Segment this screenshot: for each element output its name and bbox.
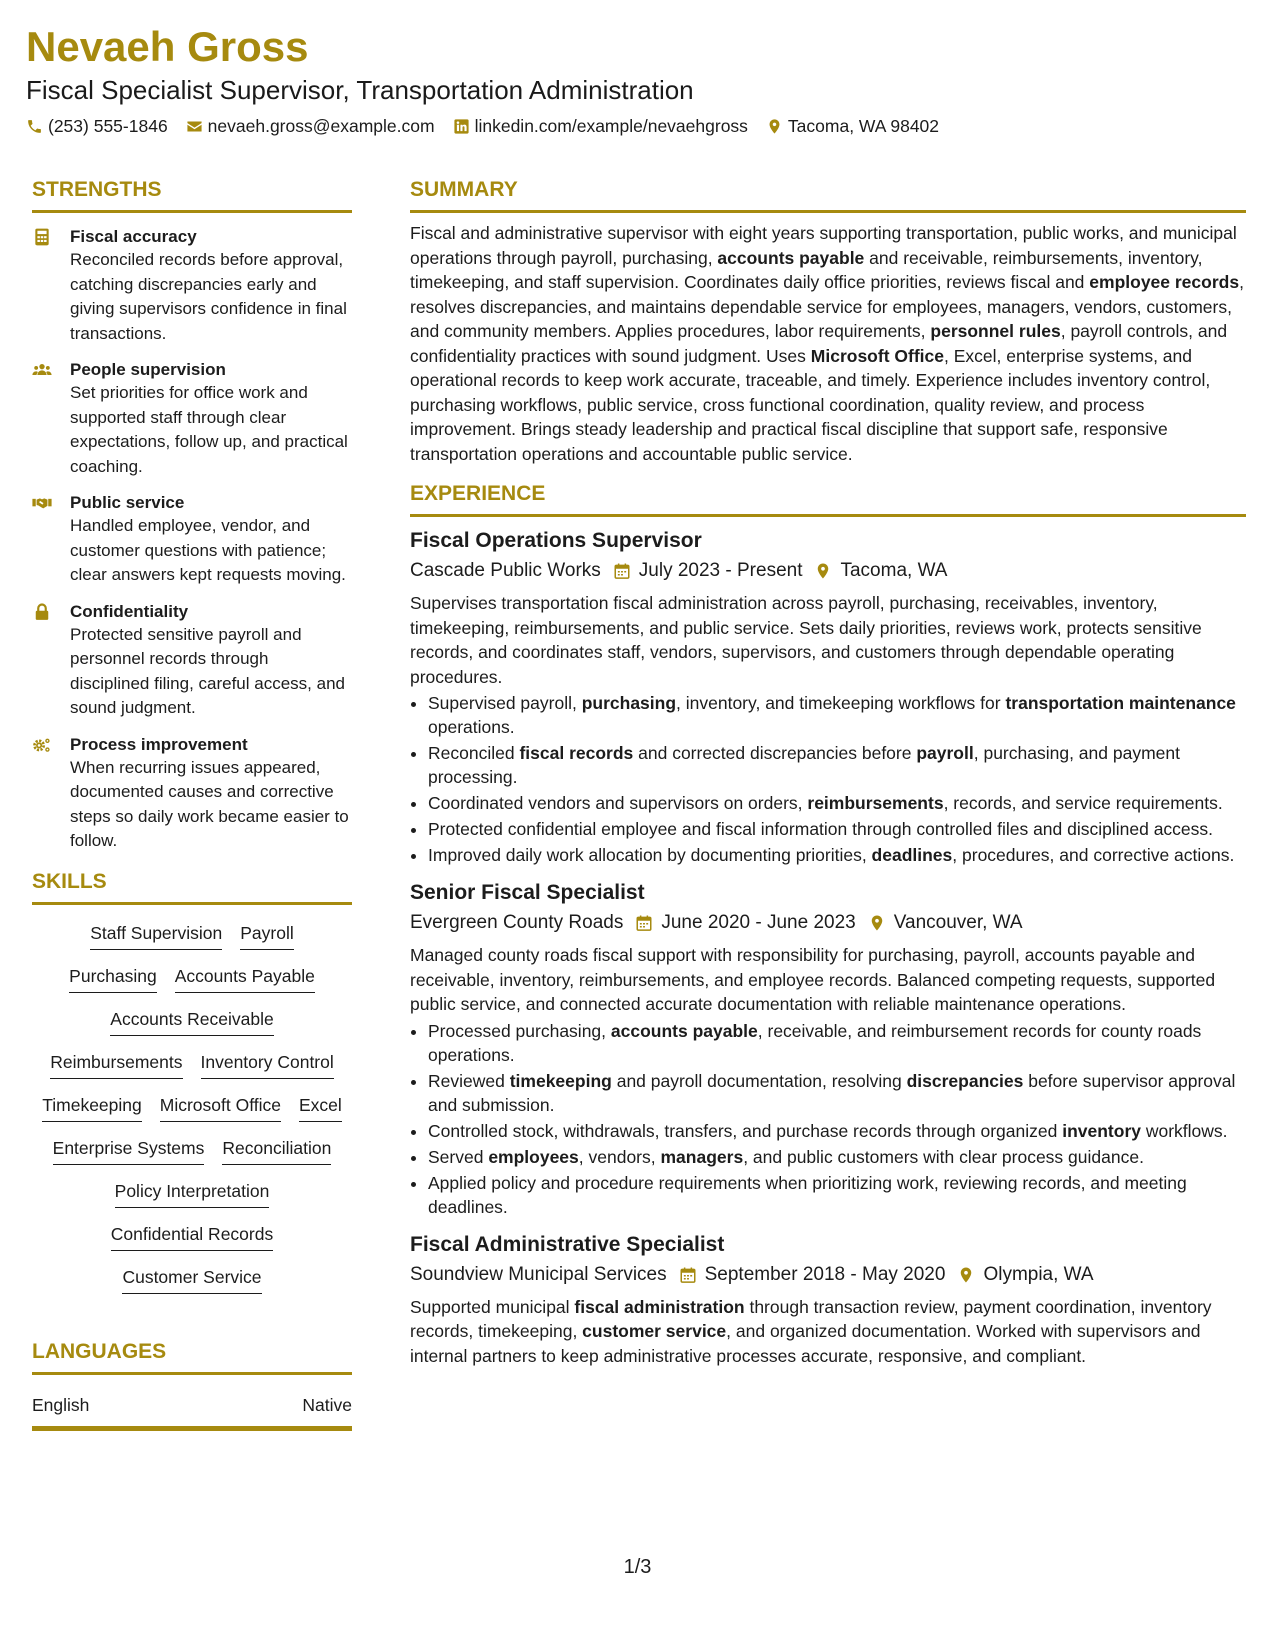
skill-tag: Microsoft Office: [160, 1094, 281, 1122]
job-title: Fiscal Administrative Specialist: [410, 1232, 725, 1256]
job-title: Senior Fiscal Specialist: [410, 881, 645, 904]
gears-icon: [32, 735, 52, 755]
bold-keyword: managers: [660, 1146, 744, 1167]
job-bullet: • Protected confidential employee and fiscal information through controlled files and disciplined access.: [428, 817, 1246, 841]
skill-tag: Inventory Control: [201, 1051, 334, 1079]
skill-tag: Accounts Payable: [175, 965, 315, 993]
location-icon: [814, 562, 832, 580]
strength-desc: Handled employee, vendor, and customer questions with patience; clear answers kept requests moving.: [70, 516, 346, 584]
bold-keyword: fiscal administration: [574, 1296, 745, 1317]
job-dates: September 2018 - May 2020: [704, 1263, 946, 1285]
job-description: Supervises transportation fiscal administration across payroll, purchasing, receivables, inventory, timekeeping, reimbursements, and public service. Sets daily priorities, reviews work, protects sensitive records, and coordinates staff, vendors, supervisors, and customers through dependable operating procedures.: [410, 593, 1202, 687]
contact-email[interactable]: [186, 116, 435, 137]
job-meta: [410, 557, 1246, 585]
bold-keyword: accounts payable: [610, 1020, 758, 1041]
contact-bar: [26, 116, 1245, 137]
skill-tag: Enterprise Systems: [53, 1137, 205, 1165]
job-bullet: • Applied policy and procedure requirements when prioritizing work, reviewing records, and meeting deadlines.: [428, 1171, 1246, 1219]
contact-linkedin-text: linkedin.com/example/nevaehgross: [474, 116, 748, 136]
strength-title: Public service: [70, 493, 185, 512]
left-column: [32, 176, 352, 1431]
bold-keyword: timekeeping: [509, 1070, 612, 1091]
strength-item: [32, 600, 352, 721]
job-description: Supported municipal fiscal administration through transaction review, payment coordination, inventory records, timekeeping, customer service, and organized documentation. Worked with supervisors and internal partners to keep administrative processes accurate, responsive, and compliant.: [410, 1296, 1212, 1366]
skill-tag: Reimbursements: [50, 1051, 182, 1079]
job-entry: [410, 879, 1246, 1219]
strength-item: [32, 358, 352, 479]
candidate-name: Nevaeh Gross: [26, 23, 309, 70]
job-location: Olympia, WA: [983, 1263, 1094, 1285]
bold-keyword: inventory: [1062, 1120, 1141, 1141]
skills-heading: SKILLS: [32, 868, 352, 905]
languages-heading: LANGUAGES: [32, 1338, 352, 1375]
job-bullet: • Supervised payroll, purchasing, inventory, and timekeeping workflows for transportation maintenance operations.: [428, 691, 1246, 739]
experience-heading: EXPERIENCE: [410, 480, 1246, 517]
strength-item: [32, 225, 352, 346]
job-bullet: • Controlled stock, withdrawals, transfers, and purchase records through organized inventory workflows.: [428, 1119, 1246, 1143]
contact-phone[interactable]: [26, 116, 168, 137]
bold-keyword: purchasing: [581, 693, 677, 713]
languages-section: [32, 1338, 352, 1431]
job-entry: [410, 1231, 1246, 1369]
bold-keyword: discrepancies: [906, 1070, 1024, 1091]
strength-item: [32, 733, 352, 854]
contact-location-text: Tacoma, WA 98402: [787, 116, 940, 136]
bold-keyword: employees: [488, 1146, 579, 1167]
skill-tag: Excel: [299, 1094, 342, 1122]
strength-title: Confidentiality: [70, 601, 189, 621]
strength-desc: When recurring issues appeared, documented causes and corrective steps so daily work became easier to follow.: [70, 757, 349, 850]
job-bullets: [410, 1019, 1246, 1219]
skill-tag: Purchasing: [69, 965, 157, 993]
resume-header: [26, 22, 1245, 137]
calendar-icon: [635, 914, 653, 932]
job-meta: [410, 909, 1246, 937]
bold-keyword: reimbursements: [807, 793, 944, 813]
bold-keyword: Microsoft Office: [810, 345, 944, 366]
strength-desc: Set priorities for office work and supported staff through clear expectations, follow up, and practical coaching.: [70, 383, 348, 476]
job-location: Tacoma, WA: [840, 560, 948, 581]
bold-keyword: payroll: [916, 743, 974, 763]
bold-keyword: transportation maintenance: [1005, 693, 1236, 713]
strength-desc: Protected sensitive payroll and personnel records through disciplined filing, careful access, and sound judgment.: [70, 624, 345, 717]
job-bullet: • Reconciled fiscal records and corrected discrepancies before payroll, purchasing, and payment processing.: [428, 741, 1246, 789]
language-level: Native: [302, 1394, 352, 1415]
skill-tag: Payroll: [240, 922, 294, 950]
bold-keyword: personnel rules: [930, 321, 1061, 341]
summary-text: Fiscal and administrative supervisor with eight years supporting transportation, public works, and municipal operations through payroll, purchasing, accounts payable and receivable, reimbursements, inventory, timekeeping, and staff supervision. Coordinates daily office priorities, reviews fiscal and employee records, resolves discrepancies, and maintains dependable service for employees, managers, vendors, customers, and community members. Applies procedures, labor requirements, personnel rules, payroll controls, and confidentiality practices with sound judgment. Uses Microsoft Office, Excel, enterprise systems, and operational records to keep work accurate, traceable, and timely. Experience includes inventory control, purchasing workflows, public service, cross functional coordination, quality review, and process improvement. Brings steady leadership and practical fiscal discipline that support safe, responsive transportation operations and accountable public service.: [410, 223, 1244, 464]
bold-keyword: customer service: [582, 1321, 727, 1341]
job-location: Vancouver, WA: [893, 912, 1023, 933]
strengths-heading: STRENGTHS: [32, 176, 352, 213]
job-meta: [410, 1261, 1246, 1289]
strengths-list: [32, 225, 352, 854]
bold-keyword: employee records: [1089, 272, 1240, 292]
job-company: Cascade Public Works: [410, 560, 601, 581]
job-bullet: • Reviewed timekeeping and payroll documentation, resolving discrepancies before supervisor approval and submission.: [428, 1069, 1246, 1117]
job-bullet: • Served employees, vendors, managers, and public customers with clear process guidance.: [428, 1145, 1246, 1169]
bold-keyword: accounts payable: [717, 247, 865, 268]
location-icon: [766, 118, 783, 135]
contact-email-text: nevaeh.gross@example.com: [207, 116, 435, 136]
calculator-icon: [32, 227, 52, 247]
handshake-icon: [32, 493, 52, 513]
skill-tag: Policy Interpretation: [115, 1180, 270, 1208]
job-dates: June 2020 - June 2023: [661, 912, 856, 933]
skill-tag: Accounts Receivable: [110, 1008, 273, 1036]
job-company: Soundview Municipal Services: [410, 1263, 667, 1285]
right-column: [410, 176, 1246, 1368]
candidate-title: Fiscal Specialist Supervisor, Transportation Administration: [26, 75, 694, 105]
page-indicator: 1/3: [623, 1556, 652, 1578]
calendar-icon: [613, 562, 631, 580]
job-bullets: [410, 691, 1246, 867]
lock-icon: [32, 602, 52, 622]
job-entry: [410, 527, 1246, 867]
summary-heading: SUMMARY: [410, 176, 1246, 213]
strength-title: Process improvement: [70, 734, 248, 754]
skill-tag: Timekeeping: [42, 1094, 142, 1122]
job-description: Managed county roads fiscal support with responsibility for purchasing, payroll, accounts payable and receivable, inventory, reimbursements, and employee records. Balanced competing requests, supported public service, and connected accurate documentation with reliable maintenance operations.: [410, 945, 1216, 1014]
skill-tag: Staff Supervision: [90, 922, 222, 950]
job-bullet: • Coordinated vendors and supervisors on orders, reimbursements, records, and service requirements.: [428, 791, 1246, 815]
skills-list: [32, 915, 352, 1302]
job-dates: July 2023 - Present: [638, 560, 803, 581]
strength-desc: Reconciled records before approval, catching discrepancies early and giving supervisors confidence in final transactions.: [70, 250, 347, 343]
location-icon: [957, 1266, 975, 1284]
bold-keyword: fiscal records: [519, 743, 634, 763]
job-bullet: • Processed purchasing, accounts payable, receivable, and reimbursement records for county roads operations.: [428, 1019, 1246, 1067]
contact-phone-text: (253) 555-1846: [48, 116, 168, 136]
job-bullet: • Improved daily work allocation by documenting priorities, deadlines, procedures, and corrective actions.: [428, 843, 1246, 867]
skill-tag: Customer Service: [122, 1266, 261, 1294]
bold-keyword: deadlines: [871, 845, 953, 865]
email-icon: [186, 118, 203, 135]
contact-location: [766, 116, 939, 137]
strength-title: People supervision: [70, 360, 226, 379]
language-row: [32, 1375, 352, 1431]
strength-title: Fiscal accuracy: [70, 227, 197, 246]
strength-item: [32, 491, 352, 588]
location-icon: [868, 914, 886, 932]
job-company: Evergreen County Roads: [410, 912, 624, 933]
job-title: Fiscal Operations Supervisor: [410, 529, 702, 552]
skill-tag: Reconciliation: [222, 1137, 331, 1165]
phone-icon: [26, 118, 43, 135]
contact-linkedin[interactable]: [453, 116, 748, 137]
linkedin-icon: [453, 118, 470, 135]
language-name: English: [32, 1394, 90, 1415]
users-icon: [32, 360, 52, 380]
skill-tag: Confidential Records: [111, 1223, 273, 1251]
calendar-icon: [679, 1266, 697, 1284]
